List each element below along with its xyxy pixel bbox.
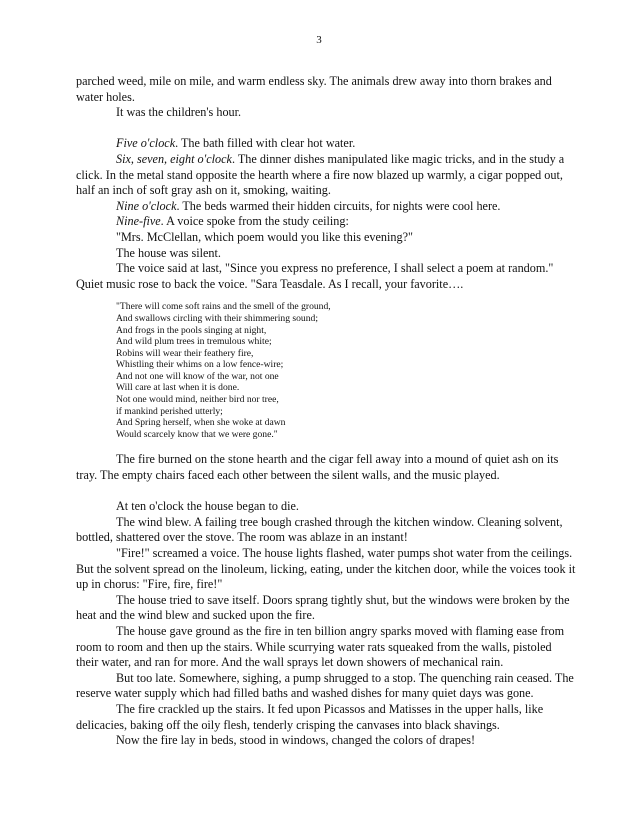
poem-line: Robins will wear their feathery fire, (116, 347, 254, 359)
poem-line: And not one will know of the war, not one (116, 370, 279, 382)
timeline-text: . The beds warmed their hidden circuits, for nights were cool here. (176, 198, 501, 213)
timeline-paragraph (76, 214, 576, 230)
paragraph-spacer (76, 484, 576, 500)
paragraph: The fire burned on the stone hearth and the cigar fell away into a mound of quiet ash on its tray. The empty chairs faced each other between the silent walls, and the music played. (76, 452, 559, 483)
poem-line: if mankind perished utterly; (116, 405, 223, 417)
poem-line: Not one would mind, neither bird nor tree, (116, 394, 279, 406)
timeline-text: . The bath filled with clear hot water. (175, 136, 356, 151)
poem-line: And frogs in the pools singing at night, (116, 324, 267, 336)
poem-line: Whistling their whims on a low fence-wire; (116, 359, 284, 371)
paragraph: At ten o'clock the house began to die. (116, 499, 299, 514)
paragraph: parched weed, mile on mile, and warm endless sky. The animals drew away into thorn brakes and water holes. (76, 74, 552, 104)
paragraph: The wind blew. A failing tree bough crashed through the kitchen window. Cleaning solvent, bottled, shattered over the stove. The room was ablaze in an instant! (76, 514, 563, 545)
time-label: Five o'clock (116, 136, 176, 151)
paragraph: The house gave ground as the fire in ten billion angry sparks moved with flaming ease from room to room and then up the stairs. While scurrying water rats squeaked from the walls, pistoled their water, and ran for more. And the wall sprays let down showers of mechanical rain. (76, 623, 565, 670)
paragraph: Now the fire lay in beds, stood in windows, changed the colors of drapes! (116, 733, 476, 748)
paragraph-spacer (76, 121, 576, 137)
timeline-paragraph (76, 136, 576, 152)
time-label: Nine-five (116, 214, 161, 229)
paragraph: The fire crackled up the stairs. It fed upon Picassos and Matisses in the upper halls, like delicacies, baking off the oily flesh, tenderly crisping the canvases into black shavings. (76, 701, 544, 732)
page-number: 3 (316, 34, 322, 46)
timeline-paragraph (76, 199, 576, 215)
paragraph: The voice said at last, "Since you express no preference, I shall select a poem at random." Quiet music rose to back the voice. "Sara Teasdale. As I recall, your favorite…. (76, 261, 554, 291)
body-text (76, 74, 576, 749)
poem-line: Will care at last when it is done. (116, 382, 240, 394)
paragraph: The house tried to save itself. Doors sprang tightly shut, but the windows were broken by the heat and the wind blew and sucked upon the fire. (76, 592, 570, 623)
poem-line: And wild plum trees in tremulous white; (116, 336, 272, 348)
paragraph: It was the children's hour. (116, 105, 242, 120)
poem-line: And swallows circling with their shimmering sound; (116, 312, 318, 324)
time-label: Nine o'clock (116, 198, 177, 213)
poem (76, 301, 576, 440)
timeline-paragraph (76, 152, 576, 199)
timeline-text: . A voice spoke from the study ceiling: (160, 214, 349, 229)
paragraph: "Mrs. McClellan, which poem would you like this evening?" (116, 229, 413, 244)
time-label: Six, seven, eight o'clock (116, 151, 232, 166)
paragraph: But too late. Somewhere, sighing, a pump shrugged to a stop. The quenching rain ceased. The reserve water supply which had filled baths and washed dishes for many quiet days was gone. (76, 670, 574, 701)
paragraph: The house was silent. (116, 245, 221, 260)
poem-line: "There will come soft rains and the smell of the ground, (116, 301, 331, 313)
timeline-text: . The dinner dishes manipulated like magic tricks, and in the study a click. In the metal stand opposite the hearth where a fire now blazed up warmly, a cigar popped out, half an inch of soft gray ash on it, smoking, waiting. (76, 151, 565, 198)
poem-line: And Spring herself, when she woke at dawn (116, 417, 286, 429)
poem-line: Would scarcely know that we were gone." (116, 428, 278, 440)
paragraph: "Fire!" screamed a voice. The house lights flashed, water pumps shot water from the ceilings. But the solvent spread on the linoleum, licking, eating, under the kitchen door, while the voices took it up in chorus: "Fire, fire, fire!" (76, 546, 576, 592)
